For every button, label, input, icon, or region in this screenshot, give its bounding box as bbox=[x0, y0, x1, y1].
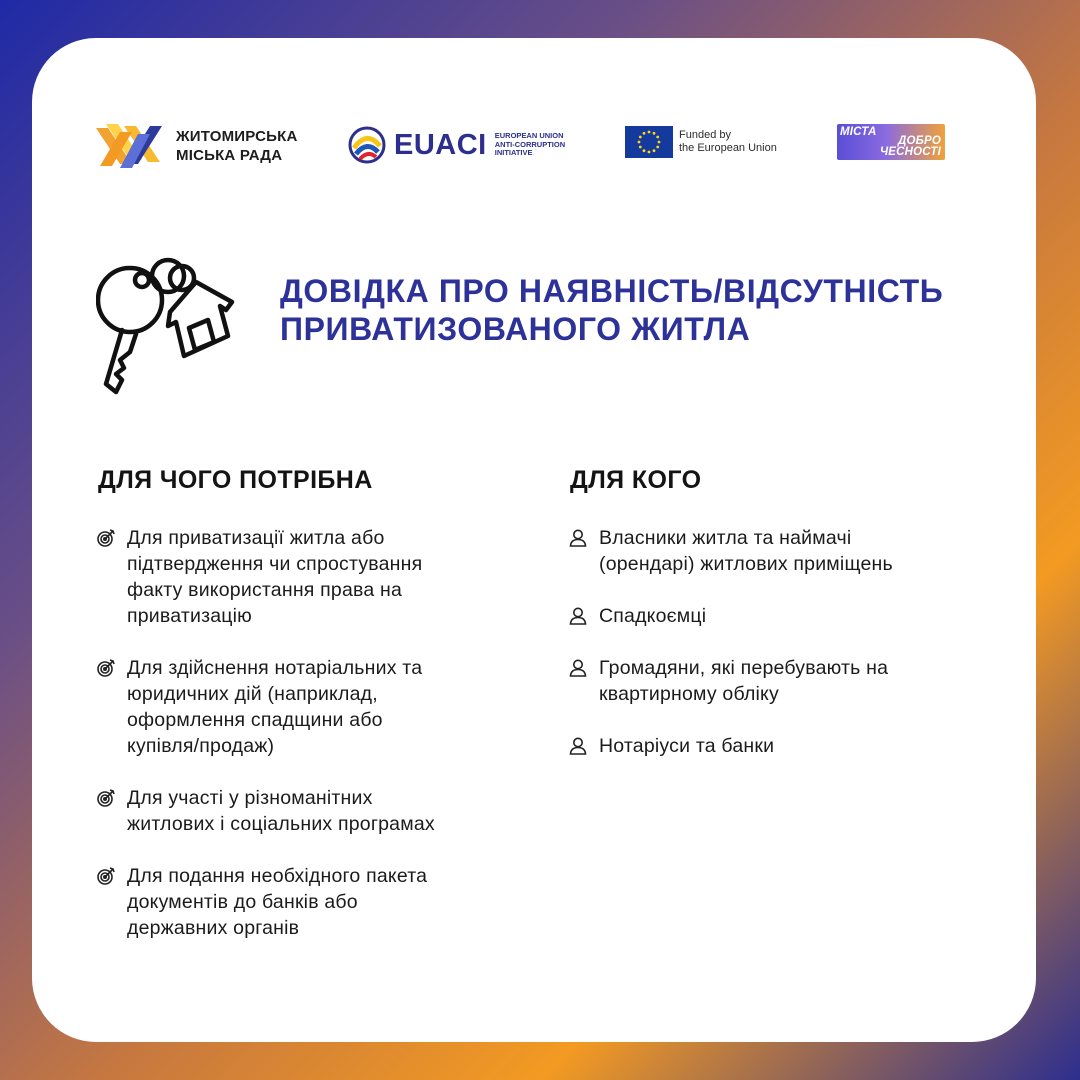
eu-funded-text bbox=[679, 129, 777, 155]
target-icon bbox=[96, 658, 116, 678]
mista-dobrochesnosti-logo bbox=[837, 124, 945, 160]
person-icon bbox=[568, 658, 588, 678]
text-line: Для участі у різноманітних bbox=[127, 787, 373, 809]
text-line: Для приватизації житла або bbox=[127, 527, 385, 549]
list-item-text bbox=[127, 655, 422, 759]
text-line: квартирному обліку bbox=[599, 683, 779, 705]
list-item-text bbox=[599, 655, 888, 707]
list-item-text bbox=[127, 863, 427, 941]
text-line: Для подання необхідного пакета bbox=[127, 865, 428, 887]
list-item-text bbox=[599, 733, 774, 759]
text-line: Для здійснення нотаріальних та bbox=[127, 657, 423, 679]
list-item bbox=[568, 525, 1008, 577]
text-line: документів до банків або bbox=[127, 891, 358, 913]
text-line: оформлення спадщини або bbox=[127, 709, 383, 731]
list-item bbox=[568, 733, 1008, 759]
mista-line3: ЧЕСНОСТІ bbox=[879, 146, 941, 158]
euaci-name: EUACI bbox=[394, 128, 487, 161]
text-line: юридичних дій (наприклад, bbox=[127, 683, 378, 705]
zhytomyr-line2: МІСЬКА РАДА bbox=[176, 147, 283, 164]
text-line: приватизацію bbox=[127, 605, 252, 627]
audience-list bbox=[568, 525, 1008, 785]
mista-line1: МІСТА bbox=[840, 126, 877, 138]
purpose-list bbox=[96, 525, 516, 967]
list-item bbox=[96, 785, 516, 837]
title-line1: ДОВІДКА ПРО НАЯВНІСТЬ/ВІДСУТНІСТЬ bbox=[280, 273, 944, 309]
euaci-sub2: ANTI-CORRUPTION bbox=[494, 139, 566, 149]
eu-line2: the European Union bbox=[679, 142, 777, 154]
euaci-logo bbox=[348, 126, 565, 164]
text-line: Власники житла та наймачі bbox=[599, 527, 852, 549]
text-line: (орендарі) житлових приміщень bbox=[599, 553, 893, 575]
euaci-sub1: EUROPEAN UNION bbox=[494, 131, 564, 141]
euaci-emblem-icon bbox=[348, 126, 386, 164]
zhytomyr-logo bbox=[94, 122, 298, 170]
target-icon bbox=[96, 528, 116, 548]
person-icon bbox=[568, 736, 588, 756]
text-line: державних органів bbox=[127, 917, 300, 939]
target-icon bbox=[96, 788, 116, 808]
text-line: підтвердження чи спростування bbox=[127, 553, 423, 575]
main-card bbox=[32, 38, 1036, 1042]
euaci-subtitle bbox=[495, 132, 565, 158]
text-line: Спадкоємці bbox=[599, 605, 707, 627]
mista-line2: ДОБРО bbox=[897, 135, 941, 147]
euaci-sub3: INITIATIVE bbox=[494, 148, 533, 158]
title-line2: ПРИВАТИЗОВАНОГО ЖИТЛА bbox=[280, 311, 751, 347]
person-icon bbox=[568, 606, 588, 626]
text-line: Нотаріуси та банки bbox=[599, 735, 775, 757]
target-icon bbox=[96, 866, 116, 886]
list-item-text bbox=[599, 603, 706, 629]
purpose-heading: ДЛЯ ЧОГО ПОТРІБНА bbox=[98, 466, 373, 494]
person-icon bbox=[568, 528, 588, 548]
eu-line1: Funded by bbox=[679, 129, 731, 141]
text-line: купівля/продаж) bbox=[127, 735, 275, 757]
page-title bbox=[280, 272, 1000, 348]
list-item bbox=[96, 525, 516, 629]
list-item-text bbox=[127, 525, 422, 629]
list-item bbox=[96, 655, 516, 759]
zhytomyr-line1: ЖИТОМИРСЬКА bbox=[176, 128, 298, 145]
list-item bbox=[96, 863, 516, 941]
list-item bbox=[568, 603, 1008, 629]
audience-heading: ДЛЯ КОГО bbox=[570, 466, 702, 494]
text-line: факту використання права на bbox=[127, 579, 403, 601]
keys-house-icon bbox=[96, 256, 236, 396]
eu-flag-icon bbox=[625, 126, 673, 158]
list-item-text bbox=[599, 525, 893, 577]
zhytomyr-mark-icon bbox=[94, 122, 164, 170]
text-line: Громадяни, які перебувають на bbox=[599, 657, 889, 679]
list-item-text bbox=[127, 785, 435, 837]
text-line: житлових і соціальних програмах bbox=[127, 813, 435, 835]
zhytomyr-logo-text bbox=[176, 127, 298, 165]
eu-funded-logo bbox=[625, 126, 777, 158]
list-item bbox=[568, 655, 1008, 707]
